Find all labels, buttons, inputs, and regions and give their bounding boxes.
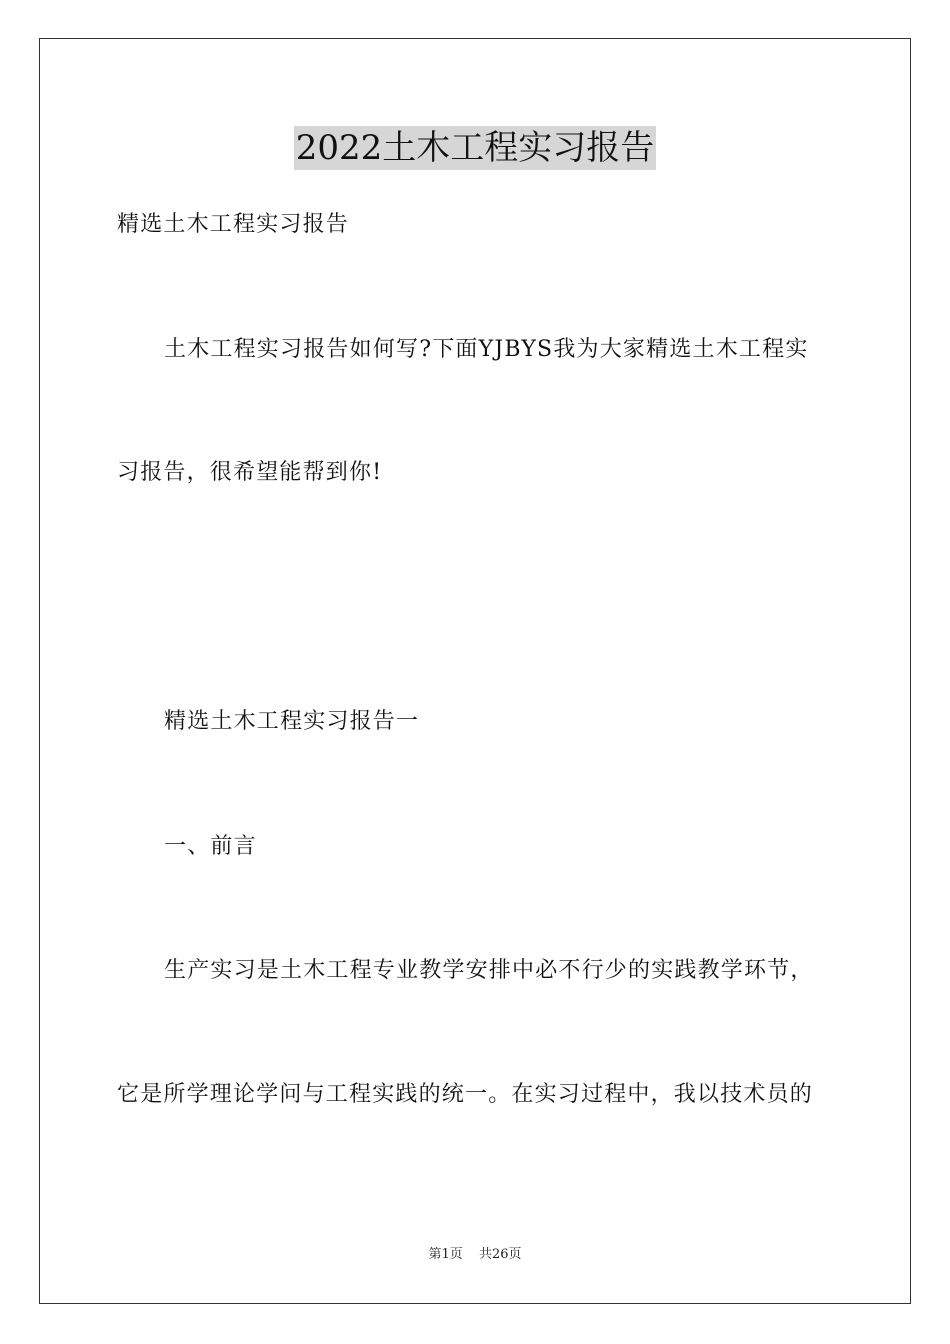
subtitle-line: 精选土木工程实习报告 [117, 212, 350, 237]
page-total: 共26页 [478, 1247, 522, 1262]
paragraph-line: 习报告，很希望能帮到你! [117, 460, 383, 485]
section-heading: 精选土木工程实习报告一 [164, 709, 420, 734]
title-container [0, 126, 950, 170]
page-number: 第1页 [428, 1247, 463, 1262]
page-footer [0, 1246, 950, 1264]
document-title: 2022土木工程实习报告 [295, 128, 655, 168]
paragraph-line: 生产实习是土木工程专业教学安排中必不行少的实践教学环节， [164, 958, 814, 983]
paragraph-line: 土木工程实习报告如何写?下面YJBYS我为大家精选土木工程实 [164, 337, 809, 362]
section-heading: 一、前言 [164, 834, 257, 859]
paragraph-line: 它是所学理论学问与工程实践的统一。在实习过程中，我以技术员的 [117, 1082, 814, 1107]
